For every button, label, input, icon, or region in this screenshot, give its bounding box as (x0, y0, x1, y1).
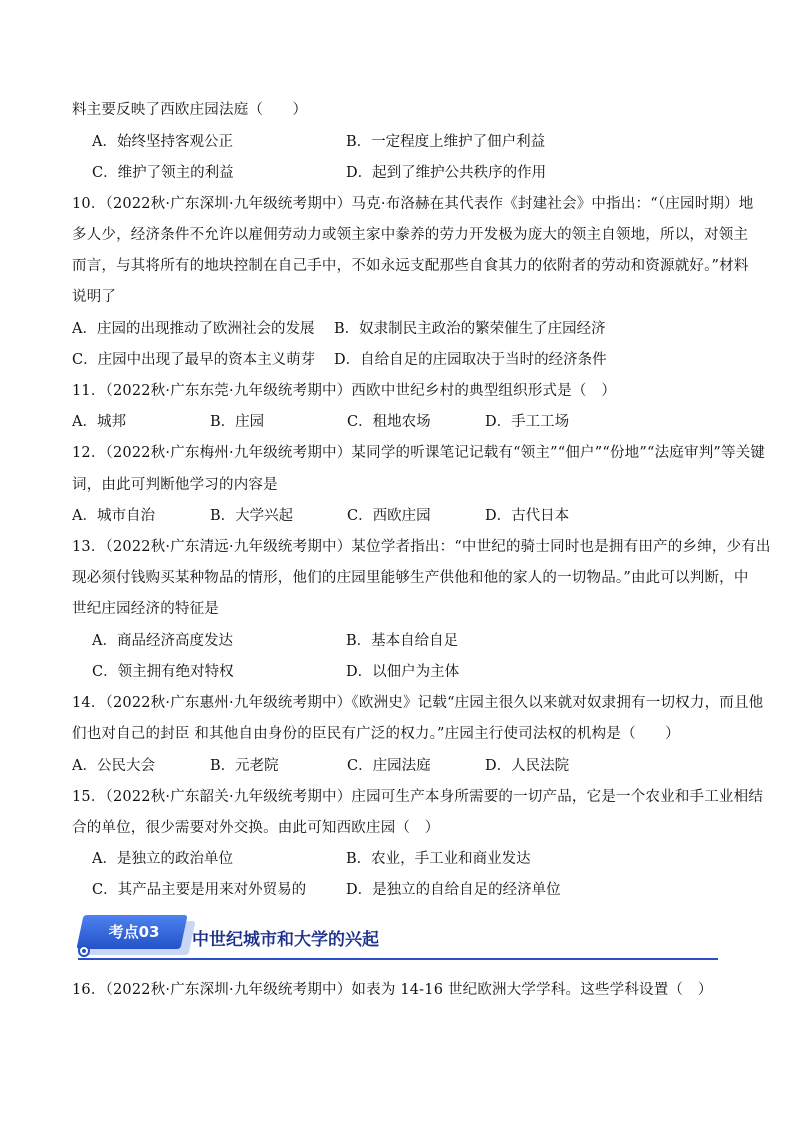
question-16-stem: 16．（2022秋·广东深圳·九年级统考期中）如表为 14-16 世纪欧洲大学学科。这些学科设置（ ） (72, 982, 713, 998)
q15-option-a: A．是独立的政治单位 (92, 851, 233, 867)
question-14-stem-line2: 们也对自己的封臣 和其他自由身份的臣民有广泛的权力。”庄园主行使司法权的机构是（ ） (72, 726, 680, 742)
q13-option-c: C．领主拥有绝对特权 (92, 664, 234, 680)
q14-option-a: A．公民大会 (72, 758, 155, 774)
question-10-stem-line4: 说明了 (72, 289, 117, 305)
q13-option-d: D．以佃户为主体 (346, 664, 460, 680)
question-15-stem: 15．（2022秋·广东韶关·九年级统考期中）庄园可生产本身所需要的一切产品，它是一个农业和手工业相结 (72, 789, 764, 805)
question-9-stem-end: 料主要反映了西欧庄园法庭（ ） (72, 102, 308, 118)
q13-option-b: B．基本自给自足 (346, 633, 459, 649)
question-10-stem-line3: 而言，与其将所有的地块控制在自己手中，不如永远支配那些自食其力的依附者的劳动和资源就好。”材料 (72, 258, 749, 274)
q10-option-c: C．庄园中出现了最早的资本主义萌芽 (72, 352, 316, 368)
question-13-stem-line3: 世纪庄园经济的特征是 (72, 601, 219, 617)
q15-option-d: D．是独立的自给自足的经济单位 (346, 882, 561, 898)
q10-option-a: A．庄园的出现推动了欧洲社会的发展 (72, 321, 315, 337)
section-tag: 考点03 (108, 923, 160, 941)
q15-option-c: C．其产品主要是用来对外贸易的 (92, 882, 307, 898)
q9-option-b: B．一定程度上维护了佃户利益 (346, 134, 546, 150)
section-header (78, 915, 718, 961)
q9-option-d: D．起到了维护公共秩序的作用 (346, 165, 547, 181)
q13-option-a: A．商品经济高度发达 (92, 633, 233, 649)
q10-option-b: B．奴隶制民主政治的繁荣催生了庄园经济 (334, 321, 606, 337)
question-13-stem: 13．（2022秋·广东清远·九年级统考期中）某位学者指出：“中世纪的骑士同时也是拥有田产的乡绅，少有出 (72, 539, 771, 555)
q12-option-d: D．古代日本 (485, 508, 570, 524)
q15-option-b: B．农业，手工业和商业发达 (346, 851, 531, 867)
question-15-stem-line2: 合的单位，很少需要对外交换。由此可知西欧庄园（ ） (72, 820, 440, 836)
q9-option-a: A．始终坚持客观公正 (92, 134, 233, 150)
q11-option-d: D．手工工场 (485, 414, 570, 430)
question-12-stem: 12．（2022秋·广东梅州·九年级统考期中）某同学的听课笔记记载有“领主”“佃户”“份地”“法庭审判”等关键 (72, 445, 766, 461)
question-12-stem-line2: 词，由此可判断他学习的内容是 (72, 477, 278, 493)
q14-option-c: C．庄园法庭 (347, 758, 431, 774)
section-title: 中世纪城市和大学的兴起 (192, 930, 379, 950)
q11-option-a: A．城邦 (72, 414, 126, 430)
q11-option-c: C．租地农场 (347, 414, 431, 430)
q12-option-b: B．大学兴起 (210, 508, 294, 524)
question-10-stem: 10．（2022秋·广东深圳·九年级统考期中）马克·布洛赫在其代表作《封建社会》中指出：“（庄园时期）地 (72, 196, 754, 212)
q12-option-c: C．西欧庄园 (347, 508, 431, 524)
question-14-stem: 14．（2022秋·广东惠州·九年级统考期中）《欧洲史》记载“庄园主很久以来就对奴隶拥有一切权力，而且他 (72, 695, 764, 711)
question-11-stem: 11．（2022秋·广东东莞·九年级统考期中）西欧中世纪乡村的典型组织形式是（ ） (72, 383, 617, 399)
q14-option-d: D．人民法院 (485, 758, 570, 774)
q11-option-b: B．庄园 (210, 414, 265, 430)
q12-option-a: A．城市自治 (72, 508, 155, 524)
question-13-stem-line2: 现必须付钱购买某种物品的情形，他们的庄园里能够生产供他和他的家人的一切物品。”由此可以判断，中 (72, 570, 749, 586)
section-underline (78, 958, 718, 960)
q9-option-c: C．维护了领主的利益 (92, 165, 234, 181)
question-10-stem-line2: 多人少，经济条件不允许以雇佣劳动力或领主家中豢养的劳力开发极为庞大的领主自领地，所以，对领主 (72, 227, 749, 243)
q14-option-b: B．元老院 (210, 758, 279, 774)
section-dot-icon (78, 945, 90, 957)
q10-option-d: D．自给自足的庄园取决于当时的经济条件 (334, 352, 607, 368)
